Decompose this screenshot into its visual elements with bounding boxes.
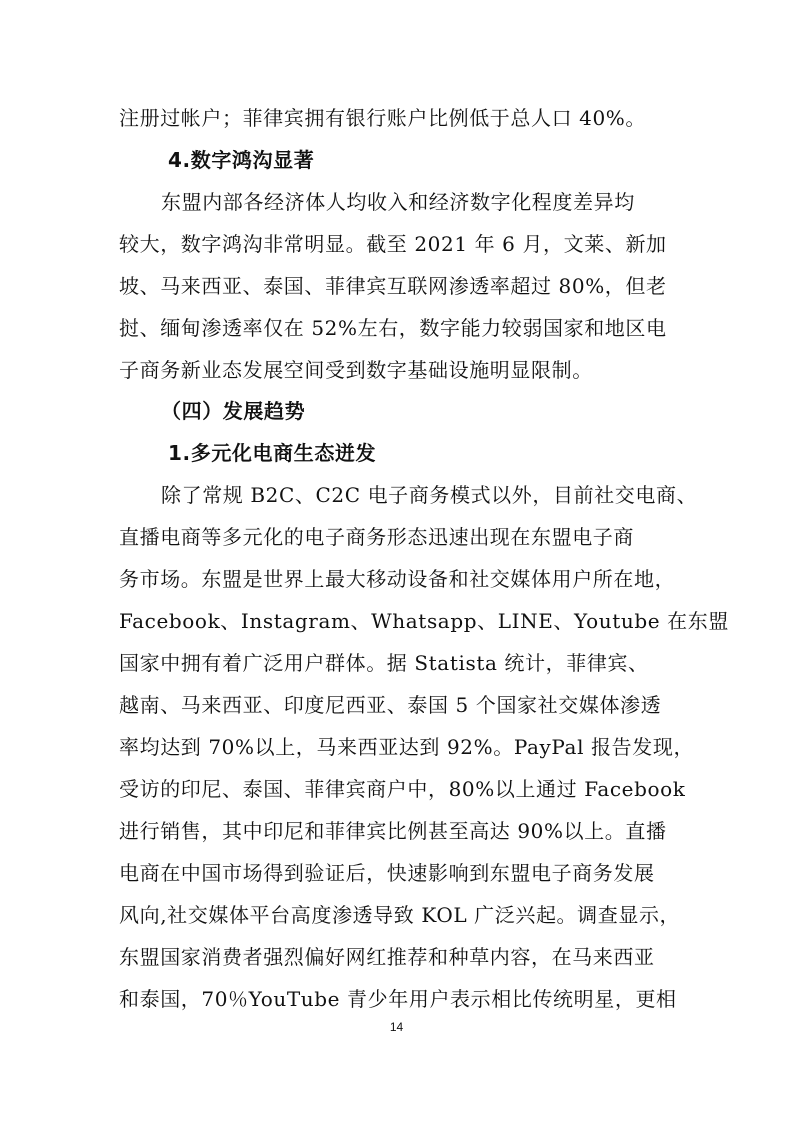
body-text-line: 国家中拥有着广泛用户群体。据 Statista 统计，菲律宾、 [119,651,649,675]
body-text-line: 风向,社交媒体平台高度渗透导致 KOL 广泛兴起。调查显示， [119,903,681,927]
body-text-line: 子商务新业态发展空间受到数字基础设施明显限制。 [119,358,593,382]
body-text-line: 东盟国家消费者强烈偏好网红推荐和种草内容，在马来西亚 [119,945,655,969]
subheading-ecosystem: 1.多元化电商生态迸发 [168,441,377,465]
subheading-digital-divide: 4.数字鸿沟显著 [168,148,315,172]
page-number: 14 [389,1020,404,1034]
body-text-line: 电商在中国市场得到验证后，快速影响到东盟电子商务发展 [119,861,655,885]
body-text-line: 进行销售，其中印尼和菲律宾比例甚至高达 90%以上。直播 [119,819,667,843]
body-text-line: 受访的印尼、泰国、菲律宾商户中，80%以上通过 Facebook [119,777,686,801]
body-text-line: 较大，数字鸿沟非常明显。截至 2021 年 6 月，文莱、新加 [119,232,667,256]
paragraph-continuation-line: 注册过帐户；菲律宾拥有银行账户比例低于总人口 40%。 [119,106,647,130]
body-text-line: 率均达到 70%以上，马来西亚达到 92%。PayPal 报告发现， [119,735,695,759]
body-text-line: 挝、缅甸渗透率仅在 52%左右，数字能力较弱国家和地区电 [119,316,667,340]
section-heading-trends: （四）发展趋势 [161,399,306,423]
body-text-line: 东盟内部各经济体人均收入和经济数字化程度差异均 [161,190,635,214]
body-text-line: 越南、马来西亚、印度尼西亚、泰国 5 个国家社交媒体渗透 [119,693,662,717]
body-text-line: 除了常规 B2C、C2C 电子商务模式以外，目前社交电商、 [161,483,698,507]
body-text-line: 坡、马来西亚、泰国、菲律宾互联网渗透率超过 80%，但老 [119,274,667,298]
body-text-line: 直播电商等多元化的电子商务形态迅速出现在东盟电子商 [119,525,634,549]
body-text-line: 和泰国，70％YouTube 青少年用户表示相比传统明星，更相 [119,987,677,1011]
body-text-line: Facebook、Instagram、Whatsapp、LINE、Youtube 在东盟 [119,609,729,633]
body-text-line: 务市场。东盟是世界上最大移动设备和社交媒体用户所在地， [119,567,676,591]
